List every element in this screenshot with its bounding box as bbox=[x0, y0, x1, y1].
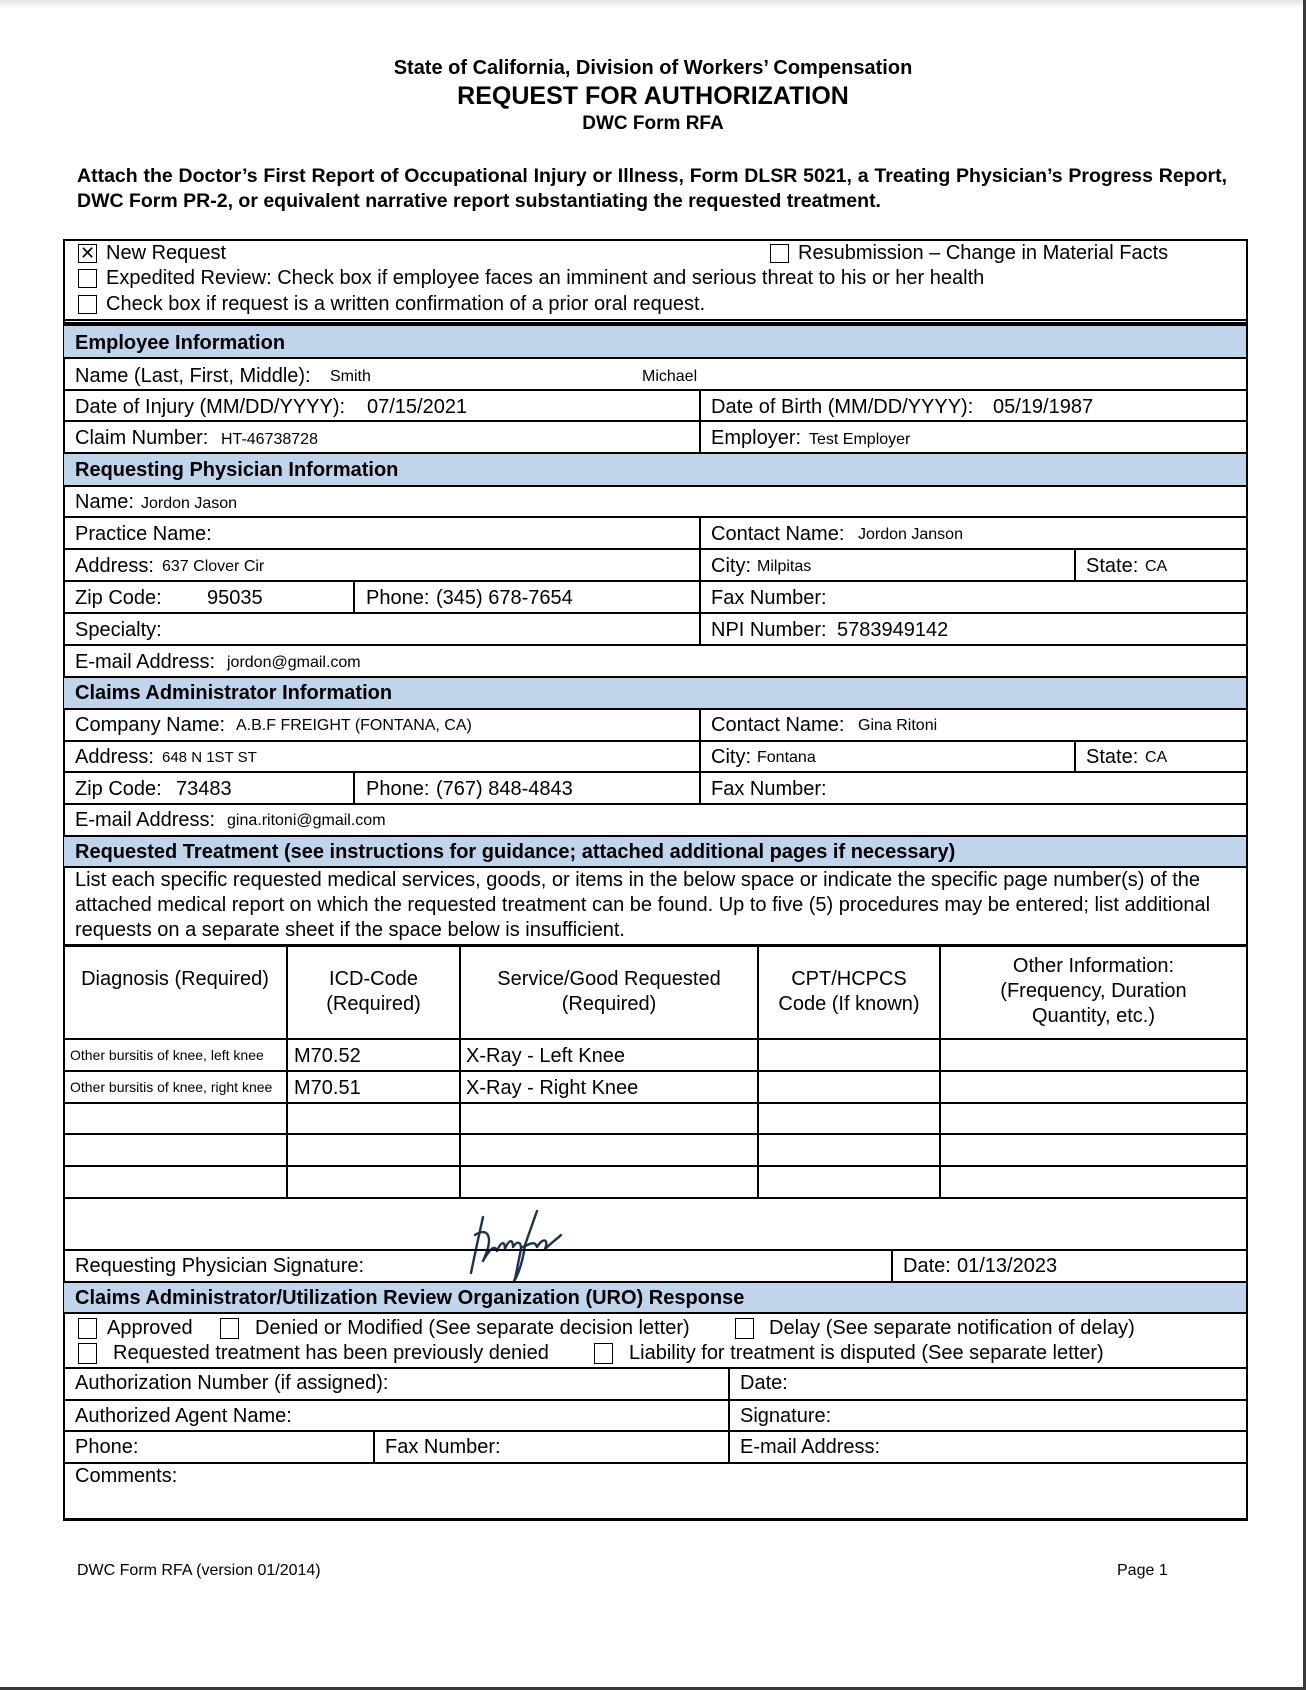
uro-section-title: Claims Administrator/Utilization Review Organization (URO) Response bbox=[75, 1287, 745, 1309]
uro-fax-label: Fax Number: bbox=[385, 1436, 501, 1458]
column-header-cpt: CPT/HCPCS Code (If known) bbox=[778, 968, 920, 1015]
date-of-injury-value[interactable]: 07/15/2021 bbox=[367, 396, 468, 418]
divider bbox=[63, 1430, 1248, 1432]
admin-address-label: Address: bbox=[75, 746, 154, 768]
physician-zip-value[interactable]: 95035 bbox=[207, 587, 263, 609]
admin-email-label: E-mail Address: bbox=[75, 809, 216, 831]
divider bbox=[63, 420, 1248, 422]
row-divider bbox=[63, 1165, 1248, 1167]
admin-contact-label: Contact Name: bbox=[711, 714, 845, 736]
admin-email-value[interactable]: gina.ritoni@gmail.com bbox=[227, 812, 386, 829]
employee-name-label: Name (Last, First, Middle): bbox=[75, 365, 311, 387]
form-top-border bbox=[63, 239, 1248, 241]
employee-last-name[interactable]: Smith bbox=[330, 368, 371, 385]
divider bbox=[63, 740, 1248, 742]
column-header-service: Service/Good Requested (Required) bbox=[497, 968, 721, 1015]
column-header-other-info: Other Information: (Frequency, Duration Quantity, etc.) bbox=[1000, 955, 1187, 1027]
date-of-birth-value[interactable]: 05/19/1987 bbox=[993, 396, 1094, 418]
divider bbox=[63, 708, 1248, 710]
row-divider bbox=[63, 1102, 1248, 1104]
physician-email-label: E-mail Address: bbox=[75, 651, 216, 673]
denied-label: Denied or Modified (See separate decision letter) bbox=[255, 1317, 690, 1339]
admin-phone-label: Phone: bbox=[366, 778, 430, 800]
physician-name-label: Name: bbox=[75, 491, 134, 513]
approved-checkbox[interactable] bbox=[78, 1318, 97, 1339]
admin-state-label: State: bbox=[1086, 746, 1139, 768]
admin-phone-value[interactable]: (767) 848-4843 bbox=[436, 778, 573, 800]
physician-phone-label: Phone: bbox=[366, 587, 430, 609]
page-number: Page 1 bbox=[1117, 1562, 1168, 1579]
divider bbox=[63, 644, 1248, 646]
npi-value[interactable]: 5783949142 bbox=[837, 619, 949, 641]
uro-email-label: E-mail Address: bbox=[740, 1436, 881, 1458]
row-divider bbox=[63, 1038, 1248, 1040]
signature-date-label: Date: bbox=[903, 1255, 951, 1277]
new-request-label: New Request bbox=[106, 242, 227, 264]
form-left-border bbox=[63, 239, 65, 1520]
delay-checkbox[interactable] bbox=[735, 1318, 754, 1339]
authorized-agent-label: Authorized Agent Name: bbox=[75, 1405, 292, 1427]
form-name: DWC Form RFA bbox=[582, 113, 724, 134]
physician-zip-label: Zip Code: bbox=[75, 587, 162, 609]
divider bbox=[1074, 548, 1076, 581]
divider bbox=[353, 771, 355, 804]
previously-denied-label: Requested treatment has been previously denied bbox=[113, 1342, 549, 1364]
row1-service[interactable]: X-Ray - Left Knee bbox=[466, 1045, 625, 1067]
divider bbox=[63, 1249, 1248, 1251]
form-bottom-border bbox=[63, 1518, 1248, 1521]
agency-title: State of California, Division of Workers’ Compensation bbox=[393, 57, 913, 79]
physician-state-value[interactable]: CA bbox=[1145, 558, 1168, 575]
admin-state-value[interactable]: CA bbox=[1145, 749, 1168, 766]
physician-contact-value[interactable]: Jordon Janson bbox=[858, 526, 963, 543]
oral-confirmation-label: Check box if request is a written confirmation of a prior oral request. bbox=[106, 293, 706, 315]
row-divider bbox=[63, 1197, 1248, 1199]
double-divider-top bbox=[63, 319, 1248, 321]
divider bbox=[699, 708, 701, 804]
admin-zip-label: Zip Code: bbox=[75, 778, 162, 800]
row2-service[interactable]: X-Ray - Right Knee bbox=[466, 1077, 639, 1099]
oral-confirmation-checkbox[interactable] bbox=[78, 295, 97, 314]
divider bbox=[373, 1430, 375, 1463]
divider bbox=[63, 1367, 1248, 1369]
uro-signature-label: Signature: bbox=[740, 1405, 832, 1427]
divider bbox=[63, 1462, 1248, 1464]
divider bbox=[63, 516, 1248, 518]
admin-city-value[interactable]: Fontana bbox=[757, 749, 816, 766]
physician-phone-value[interactable]: (345) 678-7654 bbox=[436, 587, 573, 609]
expedited-review-checkbox[interactable] bbox=[78, 269, 97, 288]
admin-city-label: City: bbox=[711, 746, 751, 768]
npi-label: NPI Number: bbox=[711, 619, 827, 641]
uro-phone-label: Phone: bbox=[75, 1436, 139, 1458]
employee-first-name[interactable]: Michael bbox=[642, 368, 698, 385]
treatment-section-title: Requested Treatment (see instructions for guidance; attached additional pages if necessary) bbox=[75, 841, 956, 863]
physician-fax-label: Fax Number: bbox=[711, 587, 827, 609]
resubmission-label: Resubmission – Change in Material Facts bbox=[798, 242, 1169, 264]
liability-disputed-checkbox[interactable] bbox=[594, 1343, 613, 1364]
expedited-review-label: Expedited Review: Check box if employee faces an imminent and serious threat to his or her health bbox=[106, 267, 985, 289]
date-of-birth-label: Date of Birth (MM/DD/YYYY): bbox=[711, 396, 974, 418]
physician-state-label: State: bbox=[1086, 555, 1139, 577]
divider bbox=[63, 580, 1248, 582]
row2-icd-code[interactable]: M70.51 bbox=[294, 1077, 361, 1099]
column-header-icd: ICD-Code (Required) bbox=[326, 968, 421, 1015]
signature-date-value[interactable]: 01/13/2023 bbox=[957, 1255, 1058, 1277]
row-divider bbox=[63, 1070, 1248, 1072]
attach-instructions: Attach the Doctor’s First Report of Occupational Injury or Illness, Form DLSR 5021, a Treating Physician’s Progress Report, DWC Form PR-2, or equivalent narrative report substantiating the requested treatment. bbox=[77, 165, 1227, 212]
divider bbox=[63, 485, 1248, 487]
employer-value[interactable]: Test Employer bbox=[809, 431, 911, 448]
divider bbox=[353, 580, 355, 613]
form-title: REQUEST FOR AUTHORIZATION bbox=[457, 82, 849, 110]
claim-number-label: Claim Number: bbox=[75, 427, 209, 449]
claim-number-value[interactable]: HT-46738728 bbox=[221, 431, 318, 448]
divider bbox=[63, 771, 1248, 773]
divider bbox=[63, 389, 1248, 391]
divider bbox=[63, 357, 1248, 359]
physician-section-title: Requesting Physician Information bbox=[75, 459, 399, 481]
physician-email-value[interactable]: jordon@gmail.com bbox=[227, 654, 361, 671]
divider bbox=[1074, 740, 1076, 773]
previously-denied-checkbox[interactable] bbox=[78, 1343, 97, 1364]
company-name-value[interactable]: A.B.F FREIGHT (FONTANA, CA) bbox=[236, 717, 472, 734]
denied-checkbox[interactable] bbox=[220, 1318, 239, 1339]
divider bbox=[63, 803, 1248, 805]
resubmission-checkbox[interactable] bbox=[770, 244, 789, 263]
physician-contact-label: Contact Name: bbox=[711, 523, 845, 545]
divider bbox=[63, 612, 1248, 614]
admin-contact-value[interactable]: Gina Ritoni bbox=[858, 717, 938, 734]
physician-signature-image bbox=[465, 1205, 585, 1285]
row2-diagnosis[interactable]: Other bursitis of knee, right knee bbox=[70, 1079, 273, 1095]
admin-fax-label: Fax Number: bbox=[711, 778, 827, 800]
treatment-instructions: List each specific requested medical services, goods, or items in the below space or indicate the specific page number(s) of the attached medical report on which the requested treatment can be found. Up to five (5) procedures may be entered; list additional requests on a separate sheet if the space below is insufficient. bbox=[75, 869, 1211, 941]
comments-label: Comments: bbox=[75, 1465, 178, 1487]
form-right-border bbox=[1246, 239, 1248, 1520]
divider bbox=[63, 1312, 1248, 1314]
authorization-number-label: Authorization Number (if assigned): bbox=[75, 1372, 389, 1394]
physician-address-value[interactable]: 637 Clover Cir bbox=[162, 558, 265, 575]
row1-icd-code[interactable]: M70.52 bbox=[294, 1045, 361, 1067]
admin-address-value[interactable]: 648 N 1ST ST bbox=[162, 749, 257, 766]
page-top-shadow bbox=[0, 0, 1306, 8]
physician-name-value[interactable]: Jordon Jason bbox=[141, 495, 238, 512]
specialty-label: Specialty: bbox=[75, 619, 162, 641]
approved-label: Approved bbox=[107, 1317, 193, 1339]
form-version: DWC Form RFA (version 01/2014) bbox=[77, 1562, 321, 1579]
divider bbox=[63, 548, 1248, 550]
divider bbox=[891, 1249, 893, 1282]
physician-address-label: Address: bbox=[75, 555, 154, 577]
new-request-checkbox[interactable]: ✕ bbox=[79, 243, 96, 263]
row-divider bbox=[63, 1133, 1248, 1135]
employer-label: Employer: bbox=[711, 427, 802, 449]
delay-label: Delay (See separate notification of delay) bbox=[769, 1317, 1135, 1339]
admin-zip-value[interactable]: 73483 bbox=[176, 778, 232, 800]
divider bbox=[728, 1367, 730, 1463]
physician-city-label: City: bbox=[711, 555, 751, 577]
uro-date-label: Date: bbox=[740, 1372, 788, 1394]
practice-name-label: Practice Name: bbox=[75, 523, 212, 545]
claims-admin-section-title: Claims Administrator Information bbox=[75, 682, 393, 704]
divider bbox=[63, 1399, 1248, 1401]
liability-disputed-label: Liability for treatment is disputed (See separate letter) bbox=[629, 1342, 1104, 1364]
row1-diagnosis[interactable]: Other bursitis of knee, left knee bbox=[70, 1047, 264, 1063]
company-name-label: Company Name: bbox=[75, 714, 226, 736]
table-top-border bbox=[63, 944, 1248, 947]
column-header-diagnosis: Diagnosis (Required) bbox=[81, 968, 269, 990]
physician-city-value[interactable]: Milpitas bbox=[757, 558, 812, 575]
date-of-injury-label: Date of Injury (MM/DD/YYYY): bbox=[75, 396, 346, 418]
employee-section-title: Employee Information bbox=[75, 332, 286, 354]
physician-signature-label: Requesting Physician Signature: bbox=[75, 1255, 365, 1277]
